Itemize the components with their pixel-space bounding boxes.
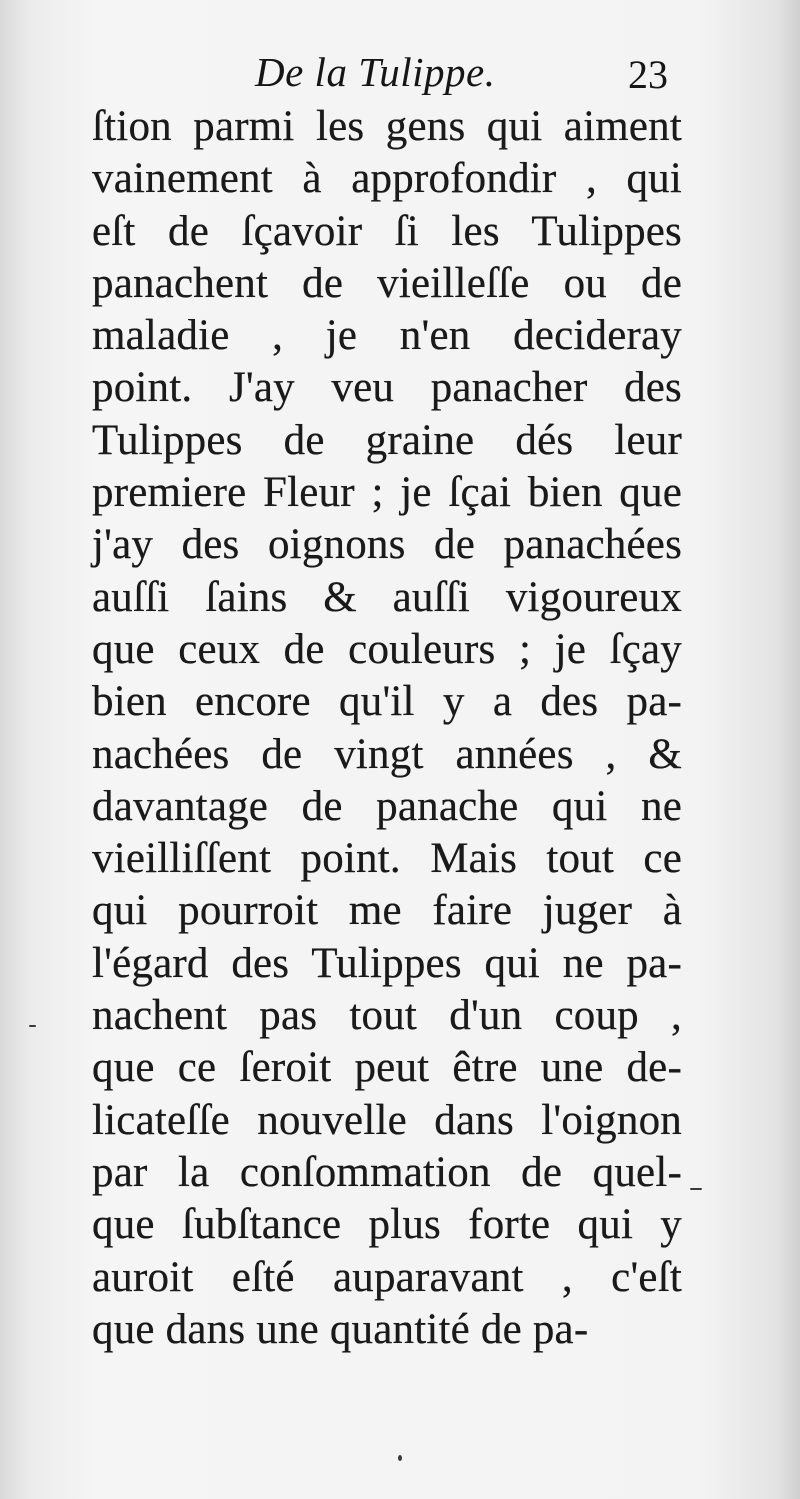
text-line: Tulippes de graine dés leur (92, 416, 682, 464)
ink-speck (398, 1455, 402, 1461)
running-head (0, 48, 800, 96)
text-line: ſtion parmi les gens qui aiment (92, 103, 682, 150)
text-line: maladie , je n'en decideray (92, 312, 682, 360)
text-line: davantage de panache qui ne (92, 782, 682, 830)
text-line: auſſi ſains & auſſi vigoureux (92, 573, 682, 621)
text-line: panachent de vieilleſſe ou de (92, 259, 682, 307)
ink-speck (29, 1025, 36, 1027)
ink-speck (690, 1188, 702, 1190)
text-line: vieilliſſent point. Mais tout ce (92, 835, 682, 883)
text-line: nachées de vingt années , & (92, 730, 682, 778)
text-line: que dans une quantité de pa- (92, 1305, 589, 1353)
text-line: premiere Fleur ; je ſçai bien que (92, 469, 682, 517)
text-line: point. J'ay veu panacher des (92, 364, 682, 412)
text-line: nachent pas tout d'un coup , (92, 992, 682, 1040)
text-line: l'égard des Tulippes qui ne pa- (92, 939, 682, 987)
text-line: qui pourroit me faire juger à (92, 887, 682, 935)
page-title: De la Tulippe. (255, 49, 496, 95)
text-line: que ſubſtance plus forte qui y (92, 1201, 682, 1249)
text-line: vainement à approfondir , qui (92, 155, 682, 203)
text-line: eſt de ſçavoir ſi les Tulippes (92, 207, 682, 255)
text-line: licateſſe nouvelle dans l'oignon (92, 1096, 682, 1144)
text-line: bien encore qu'il y a des pa- (92, 678, 682, 726)
text-line: que ceux de couleurs ; je ſçay (92, 625, 682, 673)
body-text (92, 101, 692, 1356)
text-line: que ce ſeroit peut être une de- (92, 1044, 682, 1092)
text-line: j'ay des oignons de panachées (92, 521, 682, 569)
page-number: 23 (628, 52, 668, 97)
text-line: auroit eſté auparavant , c'eſt (92, 1253, 682, 1301)
text-line: par la conſommation de quel- (92, 1148, 682, 1196)
